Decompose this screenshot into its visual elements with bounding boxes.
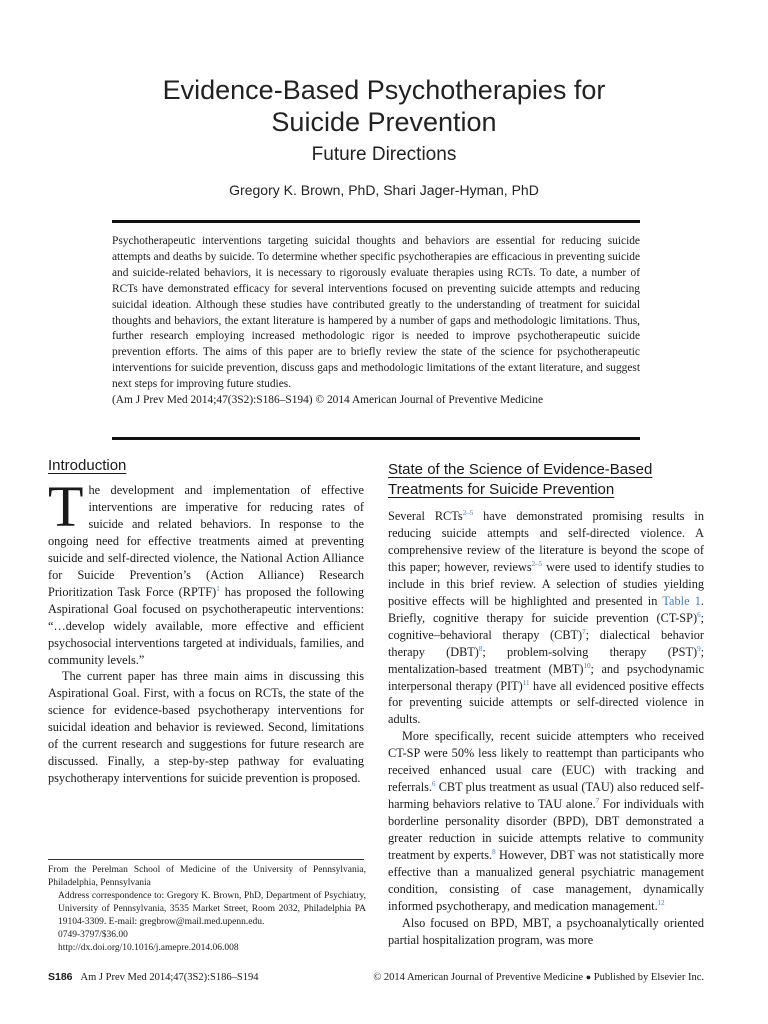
bullet-icon: ● (585, 972, 592, 982)
abstract-top-rule (112, 220, 640, 223)
state-heading (388, 460, 704, 500)
text-span: ; cognitive–behavioral therapy (CBT) (388, 610, 704, 642)
page-footer (48, 971, 704, 983)
reference-8[interactable]: 8 (478, 644, 483, 653)
text-span: ; and psychodynamic interpersonal therapy (PIT) (388, 661, 704, 693)
text-span: More specifically, recent suicide attempters who received CT-SP were 50% less likely to reattempt than participants who received enhanced usual care (EUC) with tracking and referrals. (388, 729, 704, 795)
paper-subtitle: Future Directions (311, 144, 457, 165)
reference-10[interactable]: 10 (583, 661, 591, 670)
abstract-bottom-rule (112, 437, 640, 440)
state-paragraph-2 (388, 728, 704, 914)
footer-copyright: © 2014 American Journal of Preventive Medicine (373, 972, 584, 983)
reference-7[interactable]: 7 (582, 627, 586, 636)
title-line-1: Evidence-Based Psychotherapies for (162, 75, 606, 105)
text-span: ; problem-solving therapy (PST) (482, 644, 698, 659)
reference-11[interactable]: 11 (522, 678, 530, 687)
text-span: have demonstrated promising results in reducing suicide attempts and self-directed violence. A comprehensive review of the literature is beyond the scope of this paper; however, reviews (388, 509, 704, 574)
text-span: ; mentalization-based treatment (MBT) (388, 644, 704, 676)
introduction-section (48, 456, 364, 787)
reference-9[interactable]: 9 (697, 644, 701, 653)
introduction-heading: Introduction (48, 457, 127, 474)
intro-paragraph-2: The current paper has three main aims in discussing this Aspirational Goal. First, with a focus on RCTs, the state of the science for evidence-based psychotherapy interventions for suicidal ideation and behavior is reviewed. Second, limitations of the current research and suggestions for future research are discussed. Finally, a step-by-step pathway for evaluating psychotherapy interventions for suicide prevention is proposed. (48, 669, 364, 786)
intro-paragraph-1 (48, 474, 364, 668)
footer-journal: Am J Prev Med 2014;47(3S2):S186–S194 (80, 972, 259, 983)
title-line-2: Suicide Prevention (271, 107, 497, 137)
affiliation-note: From the Perelman School of Medicine of the University of Pennsylvania, Philadelphia, Pennsylvania (48, 865, 366, 888)
abstract-text: Psychotherapeutic interventions targeting suicidal thoughts and behaviors are essential for reducing suicide attempts and deaths by suicide. To determine whether specific psychotherapies are efficacious in preventing suicide and suicide-related behaviors, it is necessary to rigorously evaluate therapies using RCTs. To date, a number of RCTs have demonstrated efficacy for several interventions focused on preventing suicide attempts and reducing suicidal ideation. Although these studies have contributed greatly to the understanding of treatment for suicidal thoughts and behaviors, the extant literature is hampered by a number of gaps and methodologic limitations. Thus, further research employing increased methodologic rigor is needed to improve psychotherapeutic suicide prevention efforts. The aims of this paper are to briefly review the state of the science for psychotherapeutic interventions for suicide prevention, discuss gaps and methodologic limitations of the extant literature, and suggest next steps for improving future studies. (112, 235, 640, 391)
reference-6[interactable]: 6 (697, 610, 701, 619)
footer-publisher: Published by Elsevier Inc. (593, 972, 704, 983)
page-number: S186 (48, 971, 73, 983)
footer-right (373, 972, 704, 983)
abstract (112, 234, 640, 409)
reference-2-5[interactable]: 2–5 (462, 508, 474, 517)
text-span: ; dialectical behavior therapy (DBT) (388, 627, 704, 659)
text-span: For individuals with borderline personality disorder (BPD), DBT demonstrated a greater reduction in suicide attempts relative to community treatment by experts. (388, 797, 704, 863)
reference-12[interactable]: 12 (657, 898, 665, 907)
reference-7[interactable]: 7 (595, 797, 600, 806)
footnotes (48, 864, 366, 955)
footer-left (48, 971, 258, 983)
reference-6[interactable]: 6 (432, 780, 436, 789)
reference-1[interactable]: 1 (216, 584, 220, 593)
doi-link[interactable]: http://dx.doi.org/10.1016/j.amepre.2014.06.008 (58, 943, 239, 953)
footnote-rule (48, 859, 364, 860)
state-heading-line-1: State of the Science of Evidence-Based (388, 461, 653, 478)
table-1-link[interactable]: Table 1 (662, 593, 701, 608)
drop-cap: T (48, 474, 84, 539)
state-paragraph-3: Also focused on BPD, MBT, a psychoanalytically oriented partial hospitalization program, was more (388, 915, 704, 947)
state-paragraph-1 (388, 508, 704, 728)
text-span: However, DBT was not statistically more effective than a manualized general psychiatric management condition, consisting of case management, dynamically informed psychotherapy, and medication management. (388, 848, 704, 913)
state-of-science-section (388, 460, 704, 949)
paper-authors: Gregory K. Brown, PhD, Shari Jager-Hyman, PhD (229, 182, 539, 198)
abstract-citation: (Am J Prev Med 2014;47(3S2):S186–S194) © 2014 American Journal of Preventive Medicine (112, 394, 543, 407)
issn-code: 0749-3797/$36.00 (58, 930, 128, 940)
text-span: . Briefly, cognitive therapy for suicide prevention (CT-SP) (388, 593, 704, 625)
state-heading-line-2: Treatments for Suicide Prevention (388, 481, 615, 498)
text-span: were used to identify studies to include in this brief review. A selection of studies yielding positive effects will be highlighted and presented in (388, 559, 704, 608)
text-span: CBT plus treatment as usual (TAU) also reduced self-harming behaviors relative to TAU alone. (388, 780, 704, 812)
intro-p1-text-a: he development and implementation of effective interventions are imperative for reducing rates of suicide and related behaviors. In response to the ongoing need for effective treatments aimed at preventing suicide and self-directed violence, the National Action Alliance for Suicide Prevention’s (Action Alliance) Research Prioritization Task Force (RPTF) (48, 483, 364, 599)
intro-p1-text-b: has proposed the following Aspirational Goal focused on psychotherapeutic interventions: “…develop widely available, more effective and efficient psychosocial interventions targeted at individuals, families, and community levels.” (48, 584, 364, 667)
text-span: Several RCTs (388, 509, 463, 523)
reference-2-5[interactable]: 2–5 (531, 559, 543, 568)
correspondence-note: Address correspondence to: Gregory K. Brown, PhD, Department of Psychiatry, University of Pennsylvania, 3535 Market Street, Room 2032, Philadelphia PA 19104-3309. E-mail: gregbrow@mail.med.upenn.edu. (58, 891, 366, 927)
paper-title (0, 74, 768, 138)
text-span: have all evidenced positive effects for preventing suicide attempts or self-directed violence in adults. (388, 678, 704, 727)
reference-8[interactable]: 8 (492, 847, 496, 856)
